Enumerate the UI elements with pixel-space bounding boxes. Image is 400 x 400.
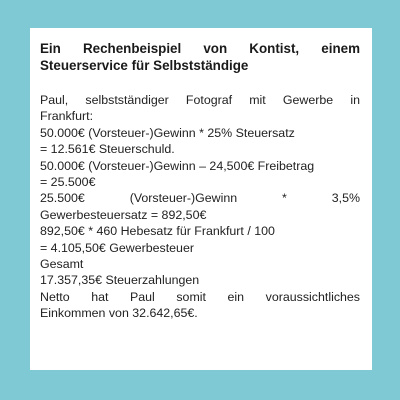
- body-line-10: = 4.105,50€ Gewerbesteuer: [40, 240, 194, 255]
- body-line-1: Paul, selbstständiger Fotograf mit Gewerbe in: [40, 93, 360, 107]
- body-line-6: = 25.500€: [40, 175, 96, 190]
- body-line-8: Gewerbesteuersatz = 892,50€: [40, 207, 207, 222]
- body-line-4: = 12.561€ Steuerschuld.: [40, 142, 175, 157]
- body-line-13: Netto hat Paul somit ein voraussichtliches: [40, 289, 360, 304]
- card-body: [40, 92, 360, 322]
- content-card: [30, 28, 372, 370]
- body-line-14: Einkommen von 32.642,65€.: [40, 306, 198, 321]
- body-line-3: 50.000€ (Vorsteuer-)Gewinn * 25% Steuersatz: [40, 125, 295, 140]
- body-line-7: 25.500€ (Vorsteuer-)Gewinn * 3,5%: [40, 191, 360, 206]
- body-line-11: Gesamt: [40, 257, 84, 272]
- card-title: Ein Rechenbeispiel von Kontist, einem Steuerservice für Selbstständige: [40, 41, 360, 73]
- body-line-2: Frankfurt:: [40, 109, 94, 124]
- body-line-5: 50.000€ (Vorsteuer-)Gewinn – 24,500€ Freibetrag: [40, 158, 315, 173]
- body-line-12: 17.357,35€ Steuerzahlungen: [40, 273, 200, 288]
- body-line-9: 892,50€ * 460 Hebesatz für Frankfurt / 100: [40, 224, 275, 239]
